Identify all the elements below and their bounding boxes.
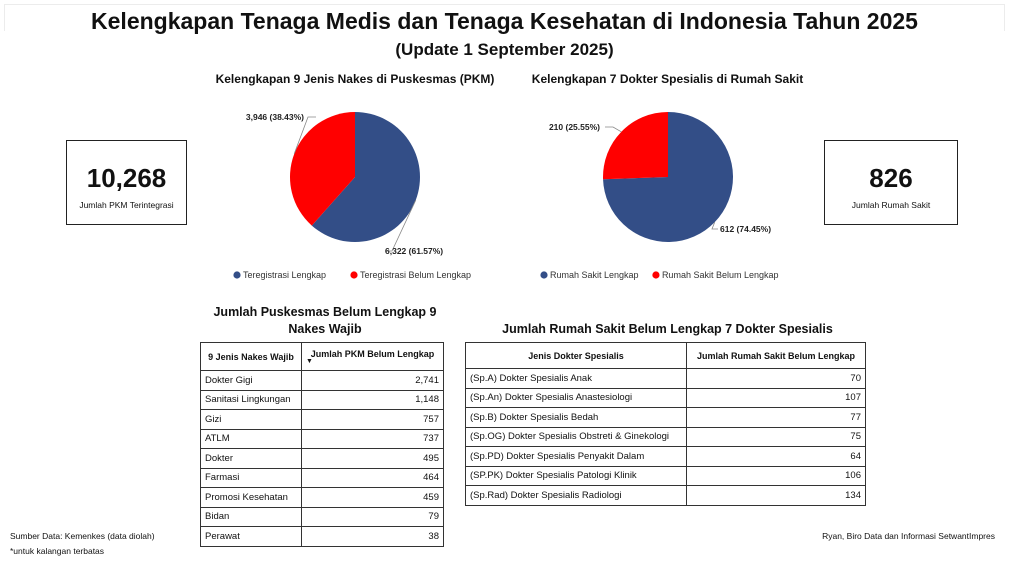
row-label-cell: Sanitasi Lingkungan (201, 390, 302, 410)
table-row (201, 527, 444, 547)
kpi-puskesmas-label: Jumlah PKM Terintegrasi (79, 200, 174, 210)
table-row (201, 429, 444, 449)
row-value-cell: 79 (302, 507, 444, 527)
row-value-cell: 64 (687, 447, 866, 467)
row-label-cell: (SP.PK) Dokter Spesialis Patologi Klinik (466, 466, 687, 486)
row-label-cell: Bidan (201, 507, 302, 527)
data-label: 6,322 (61.57%) (385, 246, 444, 256)
row-value-cell: 464 (302, 468, 444, 488)
row-label-cell: (Sp.An) Dokter Spesialis Anastesiologi (466, 388, 687, 408)
column-header-label: Jumlah PKM Belum Lengkap (310, 348, 435, 359)
table-row (466, 388, 866, 408)
row-value-cell: 75 (687, 427, 866, 447)
pkm-table-title: Jumlah Puskesmas Belum Lengkap 9 Nakes Wajib (213, 305, 437, 336)
row-value-cell: 106 (687, 466, 866, 486)
table-row (466, 369, 866, 389)
row-label-cell: Farmasi (201, 468, 302, 488)
column-header: 9 Jenis Nakes Wajib (201, 343, 302, 371)
legend-marker (233, 271, 240, 278)
row-label-cell: Perawat (201, 527, 302, 547)
rs-table-title: Jumlah Rumah Sakit Belum Lengkap 7 Dokter Spesialis (502, 322, 833, 336)
table-row (466, 408, 866, 428)
column-header-sortable[interactable] (302, 343, 444, 371)
kpi-puskesmas-card (66, 140, 187, 225)
table-row (201, 507, 444, 527)
row-label-cell: (Sp.B) Dokter Spesialis Bedah (466, 408, 687, 428)
row-value-cell: 2,741 (302, 371, 444, 391)
column-header: Jenis Dokter Spesialis (466, 343, 687, 369)
row-label-cell: Promosi Kesehatan (201, 488, 302, 508)
table-row (466, 486, 866, 506)
pkm-pie-title: Kelengkapan 9 Jenis Nakes di Puskesmas (PKM) (215, 72, 495, 86)
table-row (201, 488, 444, 508)
row-label-cell: Dokter (201, 449, 302, 469)
row-value-cell: 70 (687, 369, 866, 389)
legend-label[interactable]: Teregistrasi Belum Lengkap (360, 270, 472, 280)
table-row (466, 427, 866, 447)
row-value-cell: 495 (302, 449, 444, 469)
credit-note: Ryan, Biro Data dan Informasi SetwantImpres (822, 531, 995, 541)
kpi-puskesmas-value: 10,268 (86, 163, 167, 193)
kpi-rs-label: Jumlah Rumah Sakit (851, 200, 931, 210)
table-row (201, 390, 444, 410)
pkm-pie-chart (200, 92, 520, 292)
source-note: Sumber Data: Kemenkes (data diolah) (10, 531, 155, 541)
sort-down-icon[interactable]: ▼ (306, 357, 313, 365)
data-label: 210 (25.55%) (548, 122, 600, 132)
row-label-cell: Gizi (201, 410, 302, 430)
row-label-cell: (Sp.A) Dokter Spesialis Anak (466, 369, 687, 389)
table-row (201, 468, 444, 488)
legend-marker (540, 271, 547, 278)
row-value-cell: 107 (687, 388, 866, 408)
row-label-cell: Dokter Gigi (201, 371, 302, 391)
legend-marker (652, 271, 659, 278)
table-header-row (466, 343, 866, 369)
kpi-rs-card (824, 140, 958, 225)
row-value-cell: 77 (687, 408, 866, 428)
table-row (201, 371, 444, 391)
leader-line (605, 127, 621, 132)
row-label-cell: ATLM (201, 429, 302, 449)
table-header-row (201, 343, 444, 371)
page-subtitle: (Update 1 September 2025) (395, 40, 614, 59)
legend-marker (350, 271, 357, 278)
table-row (466, 466, 866, 486)
column-header: Jumlah Rumah Sakit Belum Lengkap (687, 343, 866, 369)
page-title: Kelengkapan Tenaga Medis dan Tenaga Kesehatan di Indonesia Tahun 2025 (91, 8, 918, 34)
pie-slice[interactable] (603, 112, 668, 179)
table-row (201, 449, 444, 469)
row-value-cell: 737 (302, 429, 444, 449)
row-value-cell: 757 (302, 410, 444, 430)
row-label-cell: (Sp.Rad) Dokter Spesialis Radiologi (466, 486, 687, 506)
row-value-cell: 459 (302, 488, 444, 508)
row-value-cell: 134 (687, 486, 866, 506)
row-value-cell: 38 (302, 527, 444, 547)
restriction-note: *untuk kalangan terbatas (10, 546, 105, 556)
data-label: 612 (74.45%) (720, 224, 772, 234)
rs-pie-chart (520, 92, 820, 292)
rs-table (465, 342, 866, 506)
pkm-table (200, 342, 444, 547)
legend-label[interactable]: Rumah Sakit Belum Lengkap (661, 270, 779, 280)
table-row (466, 447, 866, 467)
row-value-cell: 1,148 (302, 390, 444, 410)
legend-label[interactable]: Teregistrasi Lengkap (243, 270, 327, 280)
legend-label[interactable]: Rumah Sakit Lengkap (550, 270, 639, 280)
row-label-cell: (Sp.PD) Dokter Spesialis Penyakit Dalam (466, 447, 687, 467)
rs-pie-title: Kelengkapan 7 Dokter Spesialis di Rumah Sakit (531, 72, 804, 86)
data-label: 3,946 (38.43%) (245, 112, 304, 122)
table-row (201, 410, 444, 430)
kpi-rs-value: 826 (869, 163, 913, 193)
row-label-cell: (Sp.OG) Dokter Spesialis Obstreti & Ginekologi (466, 427, 687, 447)
